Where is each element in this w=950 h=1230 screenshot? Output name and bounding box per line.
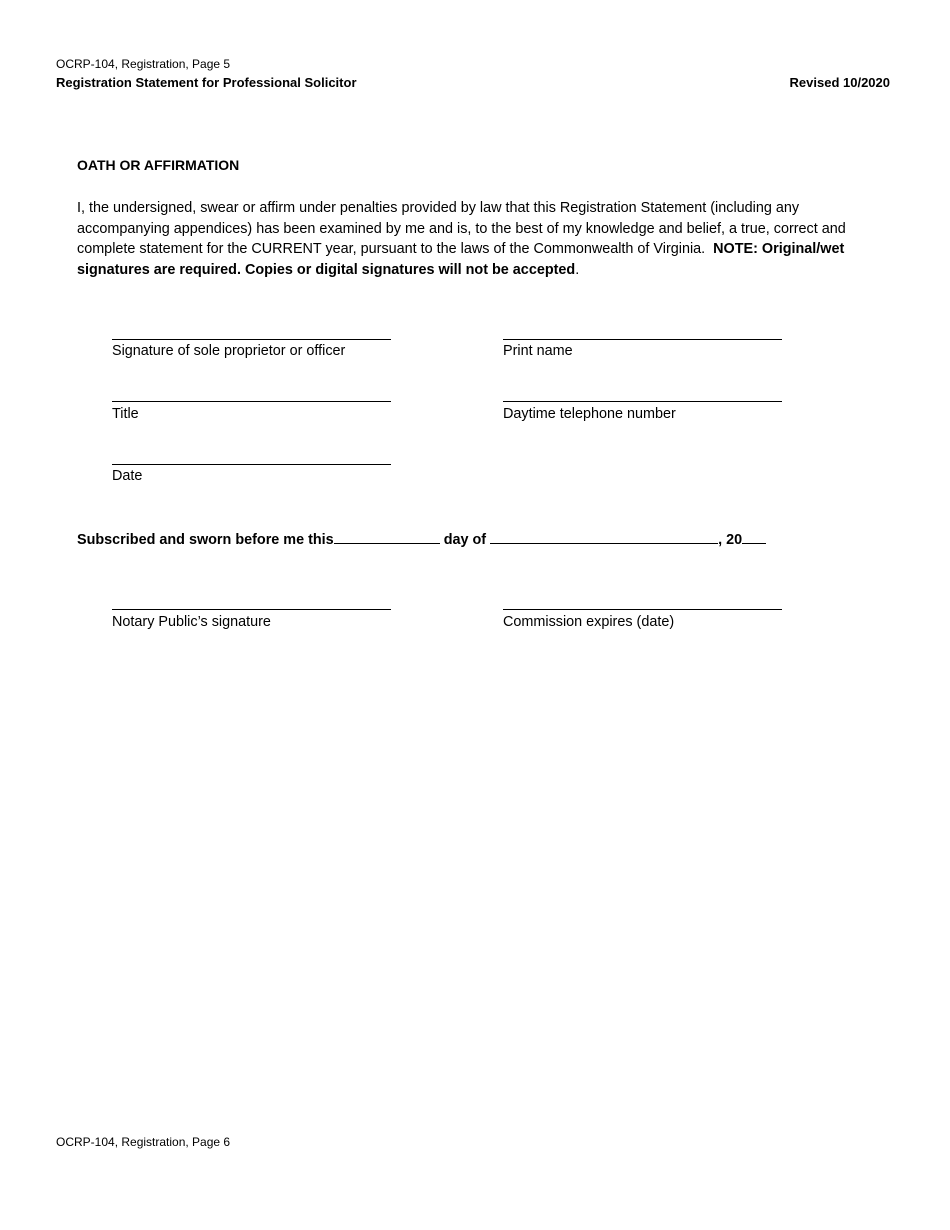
date-line[interactable] [112, 464, 391, 465]
title-label: Title [112, 406, 139, 422]
print-name-line[interactable] [503, 339, 782, 340]
oath-paragraph [77, 198, 892, 280]
phone-label: Daytime telephone number [503, 406, 676, 422]
oath-heading: OATH OR AFFIRMATION [77, 157, 240, 173]
sworn-day-of: day of [443, 532, 487, 548]
oath-body: I, the undersigned, swear or affirm under penalties provided by law that this Registration Statement (including any accompanying appendices) has been examined by me and is, to the best of my knowledge and belief, a true, correct and complete statement for the CURRENT year, pursuant to the laws of the Commonwealth of Virginia. [77, 200, 846, 257]
signature-label: Signature of sole proprietor or officer [112, 343, 346, 359]
phone-line[interactable] [503, 401, 782, 402]
signature-line[interactable] [112, 339, 391, 340]
form-page-label: OCRP-104, Registration, Page 5 [56, 57, 231, 71]
revised-date: Revised 10/2020 [789, 75, 890, 90]
oath-note: NOTE: Original/wet signatures are required. Copies or digital signatures will not be accepted [77, 241, 845, 278]
oath-end: . [575, 261, 580, 278]
title-line[interactable] [112, 401, 391, 402]
sworn-month-blank[interactable] [490, 531, 718, 544]
date-label: Date [112, 468, 143, 484]
print-name-label: Print name [503, 343, 573, 359]
sworn-day-blank[interactable] [334, 531, 440, 544]
commission-expires-line[interactable] [503, 609, 782, 610]
notary-signature-line[interactable] [112, 609, 391, 610]
next-page-label: OCRP-104, Registration, Page 6 [56, 1135, 231, 1149]
form-title: Registration Statement for Professional Solicitor [56, 75, 357, 90]
sworn-statement [77, 531, 766, 548]
commission-expires-label: Commission expires (date) [503, 614, 675, 630]
sworn-prefix: Subscribed and sworn before me this [77, 532, 334, 548]
sworn-year-blank[interactable] [742, 531, 766, 544]
sworn-year-prefix: , 20 [718, 532, 743, 548]
notary-signature-label: Notary Public’s signature [112, 614, 271, 630]
